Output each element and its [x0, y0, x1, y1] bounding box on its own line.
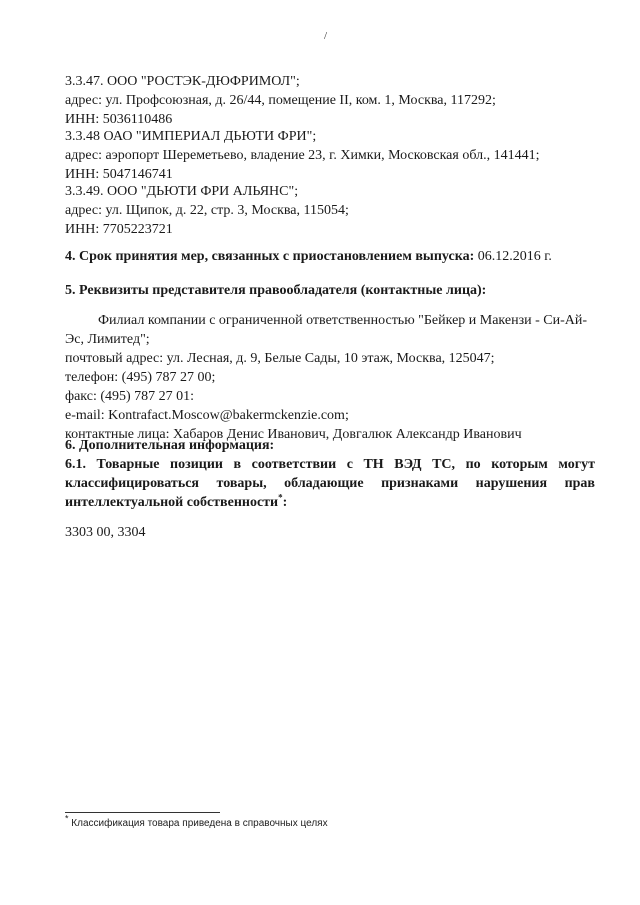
section-5-heading-block: [65, 281, 595, 300]
section-6-heading: 6. Дополнительная информация:: [65, 438, 275, 453]
entry-inn: ИНН: 7705223721: [65, 222, 173, 237]
footnote-marker: *: [278, 492, 283, 503]
entry-address: адрес: аэропорт Шереметьево, владение 23, г. Химки, Московская обл., 141441;: [65, 148, 540, 163]
section-5-heading: 5. Реквизиты представителя правообладателя (контактные лица):: [65, 283, 487, 298]
section-6-1-colon: :: [282, 495, 288, 510]
entry-inn: ИНН: 5036110486: [65, 112, 173, 127]
org-name-line2: Эс, Лимитед";: [65, 332, 150, 347]
section-4-label: 4. Срок принятия мер, связанных с приостановлением выпуска:: [65, 249, 475, 264]
section-4-date: 06.12.2016 г.: [477, 249, 552, 264]
entry-title: 3.3.48 ОАО "ИМПЕРИАЛ ДЬЮТИ ФРИ";: [65, 129, 317, 144]
tnved-codes: 3303 00, 3304: [65, 525, 146, 540]
footnote-divider: [65, 812, 220, 813]
section-5-details: [65, 311, 595, 444]
org-name-line1: Филиал компании с ограниченной ответственностью "Бейкер и Макензи - Си-Ай-: [98, 313, 588, 328]
tnved-codes-block: [65, 523, 595, 542]
section-4: [65, 247, 595, 266]
entry-3-3-49: [65, 182, 595, 239]
section-6-1-line1: 6.1. Товарные позиции в соответствии с ТН ВЭД ТС, по которым могут: [65, 457, 595, 472]
footnote: [65, 813, 328, 829]
page-mark: /: [324, 30, 328, 42]
phone: телефон: (495) 787 27 00;: [65, 370, 216, 385]
entry-inn: ИНН: 5047146741: [65, 167, 173, 182]
section-6: [65, 436, 595, 512]
section-6-1-line2: классифицироваться товары, обладающие признаками нарушения прав: [65, 476, 595, 491]
fax: факс: (495) 787 27 01:: [65, 389, 195, 404]
postal-address: почтовый адрес: ул. Лесная, д. 9, Белые Сады, 10 этаж, Москва, 125047;: [65, 351, 495, 366]
entry-3-3-48: [65, 127, 595, 184]
entry-address: адрес: ул. Щипок, д. 22, стр. 3, Москва, 115054;: [65, 203, 349, 218]
section-6-1-line3-wrap: [65, 493, 595, 512]
email: e-mail: Kontrafact.Moscow@bakermckenzie.com;: [65, 408, 349, 423]
contact-persons: контактные лица: Хабаров Денис Иванович, Довгалюк Александр Иванович: [65, 427, 522, 442]
footnote-text: Классификация товара приведена в справочных целях: [71, 818, 328, 829]
section-6-1-line3: интеллектуальной собственности: [65, 495, 279, 510]
entry-address: адрес: ул. Профсоюзная, д. 26/44, помещение II, ком. 1, Москва, 117292;: [65, 93, 496, 108]
footnote-star: *: [65, 813, 69, 824]
entry-title: 3.3.49. ООО "ДЬЮТИ ФРИ АЛЬЯНС";: [65, 184, 299, 199]
entry-3-3-47: [65, 72, 595, 129]
entry-title: 3.3.47. ООО "РОСТЭК-ДЮФРИМОЛ";: [65, 74, 300, 89]
